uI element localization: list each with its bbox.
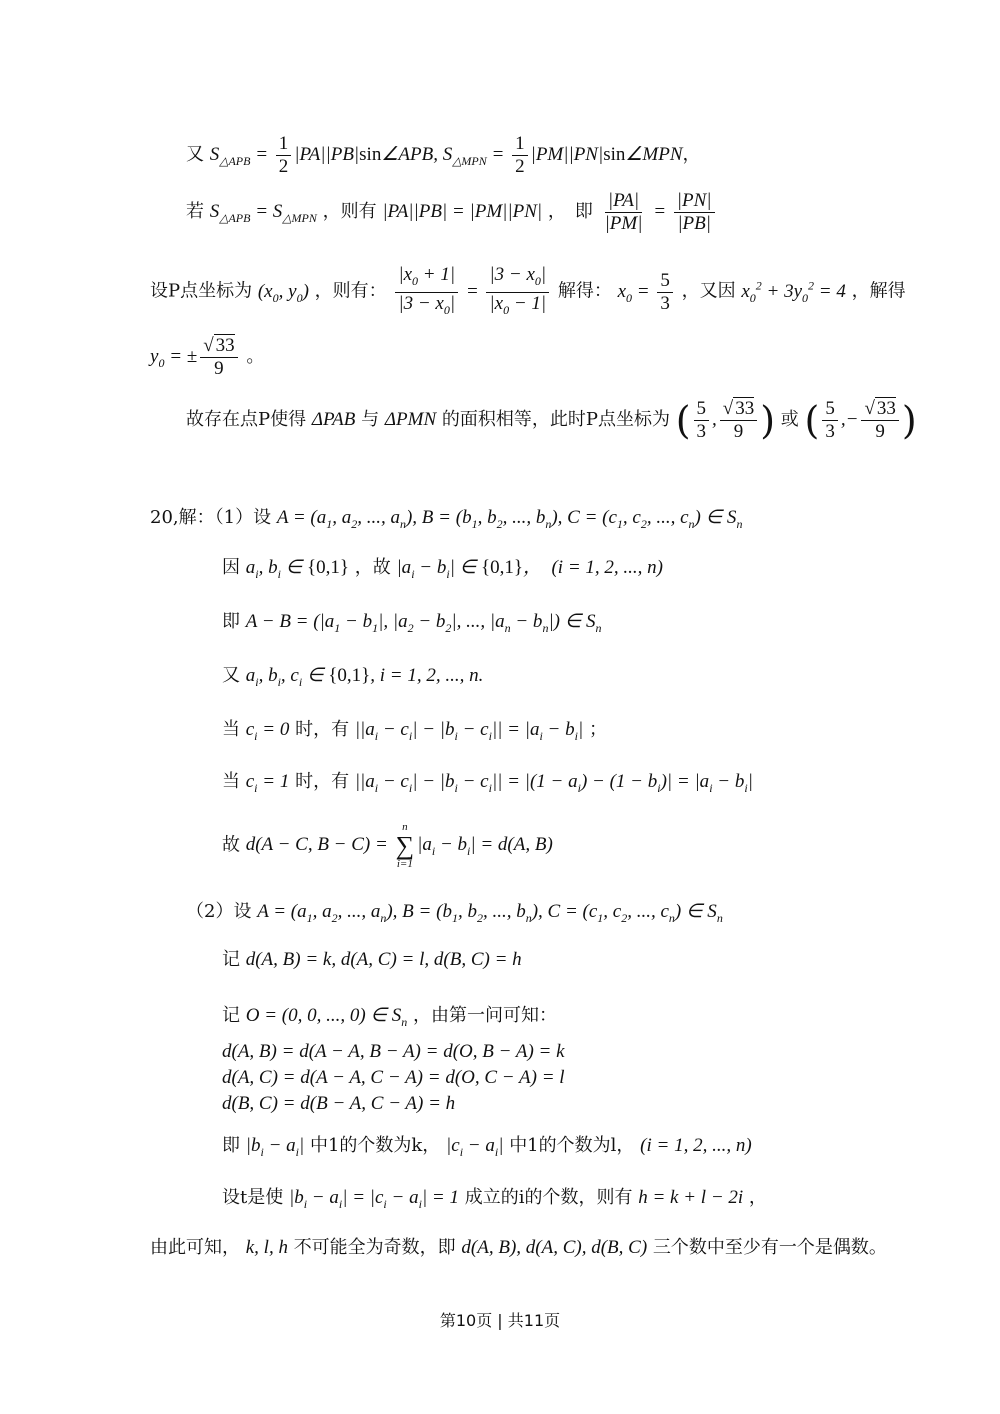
q20-line-case0: 当 $c_i = 0$ 时，有 $||a_i - c_i| - |b_i - c_i|| = |a_i - b_i|$ ； bbox=[222, 719, 607, 743]
q20-part2-header: （2）设 $A = (a_1$, $a_2$, ..., $a_n$), $B = (b_1$, $b_2$, ..., $b_n$), $C = (c_1$, $c_2$, ..., $c_n$) ∈ $S_n$ bbox=[186, 901, 723, 925]
line-y0-value: $y_0$ = ± $\frac{√ 33}{9}$ 。 bbox=[150, 335, 265, 379]
q20-part2-notation: 记 d(A, B) = k, d(A, C) = l, d(B, C) = h bbox=[222, 949, 522, 970]
line-point-p-coords: 设P点坐标为 ($x_0$, $y_0$) ，则有： $\frac{|x_0 + 1|}{|3 - x_0|}$ = $\frac{|3 - x_0|}{|x_0 - 1|}$ 解得： $x_0$ = $\frac{5}{3}$ ，又因 $x_0^2 + 3y_0^2 = 4$ ，解得 bbox=[150, 264, 906, 317]
page-footer: 第10页 | 共11页 bbox=[439, 1311, 561, 1330]
line-area-formula: 又 $S_{\triangle APB}$ = $\frac{1}{2}$ |PA||PB|sin∠APB, $S_{\triangle MPN}$ = $\frac{1}{2}$ |PM||PN|sin∠MPN， bbox=[186, 133, 701, 177]
q20-part2-eq2: d(A, C) = d(A − A, C − A) = d(O, C − A) = l bbox=[222, 1067, 565, 1088]
q20-header: 20,解：（1）设 $A = (a_1$, $a_2$, ..., $a_n$), $B = (b_1$, $b_2$, ..., $b_n$), $C = (c_1$, $c_2$, ..., $c_n$) ∈ $S_n$ bbox=[150, 507, 743, 531]
q20-part2-eq1: d(A, B) = d(A − A, B − A) = d(O, B − A) = k bbox=[222, 1041, 565, 1062]
q20-part2-eq3: d(B, C) = d(B − A, C − A) = h bbox=[222, 1093, 456, 1114]
line-area-equal: 若 $S_{\triangle APB} = S_{\triangle MPN}$ ，则有 |PA||PB| = |PM||PN| ， 即 $\frac{|PA|}{|PM|}$ = $\frac{|PN|}{|PB|}$ bbox=[186, 190, 718, 235]
q20-line-case1: 当 $c_i = 1$ 时，有 $||a_i - c_i| - |b_i - c_i|| = |(1 - a_i) - (1 - b_i)| = |a_i - b_i|$ bbox=[222, 771, 753, 795]
area-formula-math: $S_{\triangle APB}$ = $\frac{1}{2}$ |PA||PB|sin∠APB, $S_{\triangle MPN}$ = $\frac{1}{2}$ |PM||PN|sin∠MPN bbox=[209, 133, 683, 177]
q20-line-also: 又 $a_i$, $b_i$, $c_i$ ∈ {0,1}, i = 1, 2, ..., n. bbox=[222, 665, 484, 689]
line-conclusion-19: 故存在点P使得 ΔPAB 与 ΔPMN 的面积相等，此时P点坐标为 ( $\frac{5}{3}$ , $\frac{√ 33}{9}$ ) 或 ( $\frac{5}{3}$ ,− $\frac{√ 33}{9}$ ) bbox=[186, 398, 917, 443]
q20-part2-counts: 即 $|b_i - a_i|$ 中1的个数为k， $|c_i - a_i|$ 中1的个数为l， (i = 1, 2, ..., n) bbox=[222, 1135, 752, 1159]
q20-part2-conclusion: 由此可知， k, l, h 不可能全为奇数，即 d(A, B), d(A, C), d(B, C) 三个数中至少有一个是偶数。 bbox=[150, 1237, 887, 1258]
q20-part2-origin: 记 O = (0, 0, ..., 0) ∈ $S_n$ ，由第一问可知： bbox=[222, 1005, 557, 1029]
q20-line-distance: 故 d(A − C, B − C) = n ∑ i=1 $|a_i - b_i| = d(A$, B) bbox=[222, 821, 553, 870]
q20-line-difference: 即 $A - B = (|a_1 - b_1|$, $|a_2 - b_2|$, ..., $|a_n - b_n|$) ∈ $S_n$ bbox=[222, 611, 602, 635]
q20-line-binary: 因 $a_i$, $b_i$ ∈ {0,1} ，故 $|a_i - b_i|$ ∈ {0,1}， (i = 1, 2, ..., n) bbox=[222, 557, 663, 581]
q20-part2-let-t: 设t是使 $|b_i - a_i| = |c_i - a_i| = 1$ 成立的i的个数，则有 h = k + l − 2i ， bbox=[222, 1187, 767, 1211]
